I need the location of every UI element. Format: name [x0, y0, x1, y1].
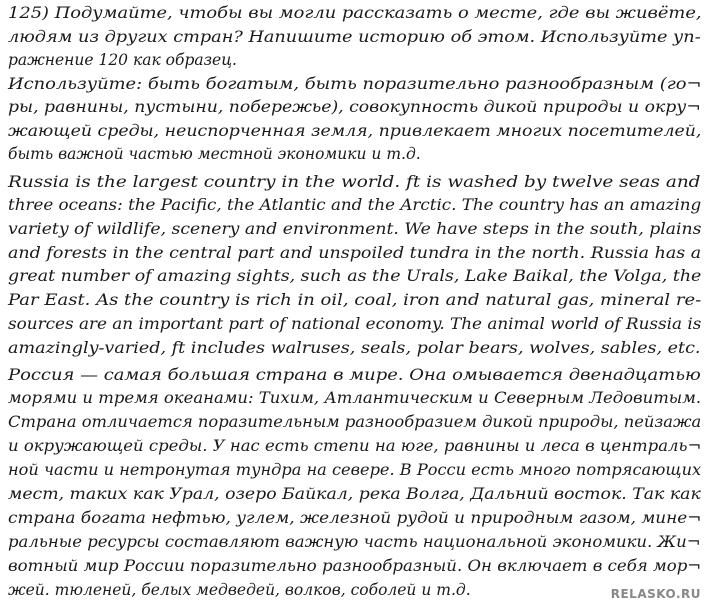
- text-line-9: three oceans: the Pacific, the Atlantic and the Arctic. The country has an amazing: [8, 196, 702, 214]
- text-line-25: жей. тюленей, белых медведей, волков, соболей и т.д.: [8, 581, 471, 599]
- text-line-12: great number of amazing sights, such as the Urals, Lake Baikal, the Volga, the: [8, 267, 702, 285]
- text-line-19: и окружающей среды. У нас есть степи на юге, равнины и леса в централь¬: [8, 437, 702, 455]
- text-line-21: мест, таких как Урал, озеро Байкал, река Волга, Дальний восток. Так как: [8, 485, 701, 503]
- text-line-3: ражнение 120 как образец.: [8, 51, 237, 69]
- text-line-1: 125) Подумайте, чтобы вы могли рассказать о месте, где вы живёте,: [8, 4, 702, 22]
- text-line-22: страна богата нефтью, углем, железной рудой и природным газом, мине¬: [8, 509, 702, 527]
- site-watermark: RELASKO.RU: [610, 587, 701, 601]
- text-line-18: Страна отличается поразительным разнообразием дикой природы, пейзажа: [8, 413, 702, 431]
- text-line-16: Россия — самая большая страна в мире. Она омывается двенадцатью: [8, 366, 701, 384]
- text-line-10: variety of wildlife, scenery and environment. We have steps in the south, plains: [8, 220, 702, 238]
- text-line-20: ной части и нетронутая тундра на севере. В Росси есть много потрясающих: [8, 461, 702, 479]
- text-line-2: людям из других стран? Напишите историю об этом. Используйте уп-: [8, 28, 701, 46]
- text-line-24: вотный мир России поразительно разнообразный. Он включает в себя мор¬: [8, 557, 702, 575]
- text-line-7: быть важной частью местной экономики и т.д.: [8, 145, 421, 163]
- text-line-8: Russia is the largest country in the world. ft is washed by twelve seas and: [8, 173, 701, 191]
- text-line-5: ры, равнины, пустыни, побережье), совокупность дикой природы и окру¬: [8, 98, 701, 116]
- text-line-14: sources are an important part of national economy. The animal world of Russia is: [8, 315, 702, 333]
- text-line-17: морями и тремя океанами: Тихим, Атлантическим и Северным Ледовитым.: [8, 389, 702, 407]
- text-line-23: ральные ресурсы составляют важную часть национальной экономики. Жи¬: [8, 533, 701, 551]
- text-line-13: Par East. As the country is rich in oil, coal, iron and natural gas, mineral re-: [8, 291, 702, 309]
- text-line-6: жающей среды, неиспорченная земля, привлекает многих посетителей,: [8, 122, 702, 140]
- text-line-11: and forests in the central part and unspoiled tundra in the north. Russia has a: [8, 244, 702, 262]
- text-line-4: Используйте: быть богатым, быть поразительно разнообразным (го¬: [8, 75, 702, 93]
- text-line-15: amazingly-varied, ft includes walruses, seals, polar bears, wolves, sables, etc.: [8, 339, 701, 357]
